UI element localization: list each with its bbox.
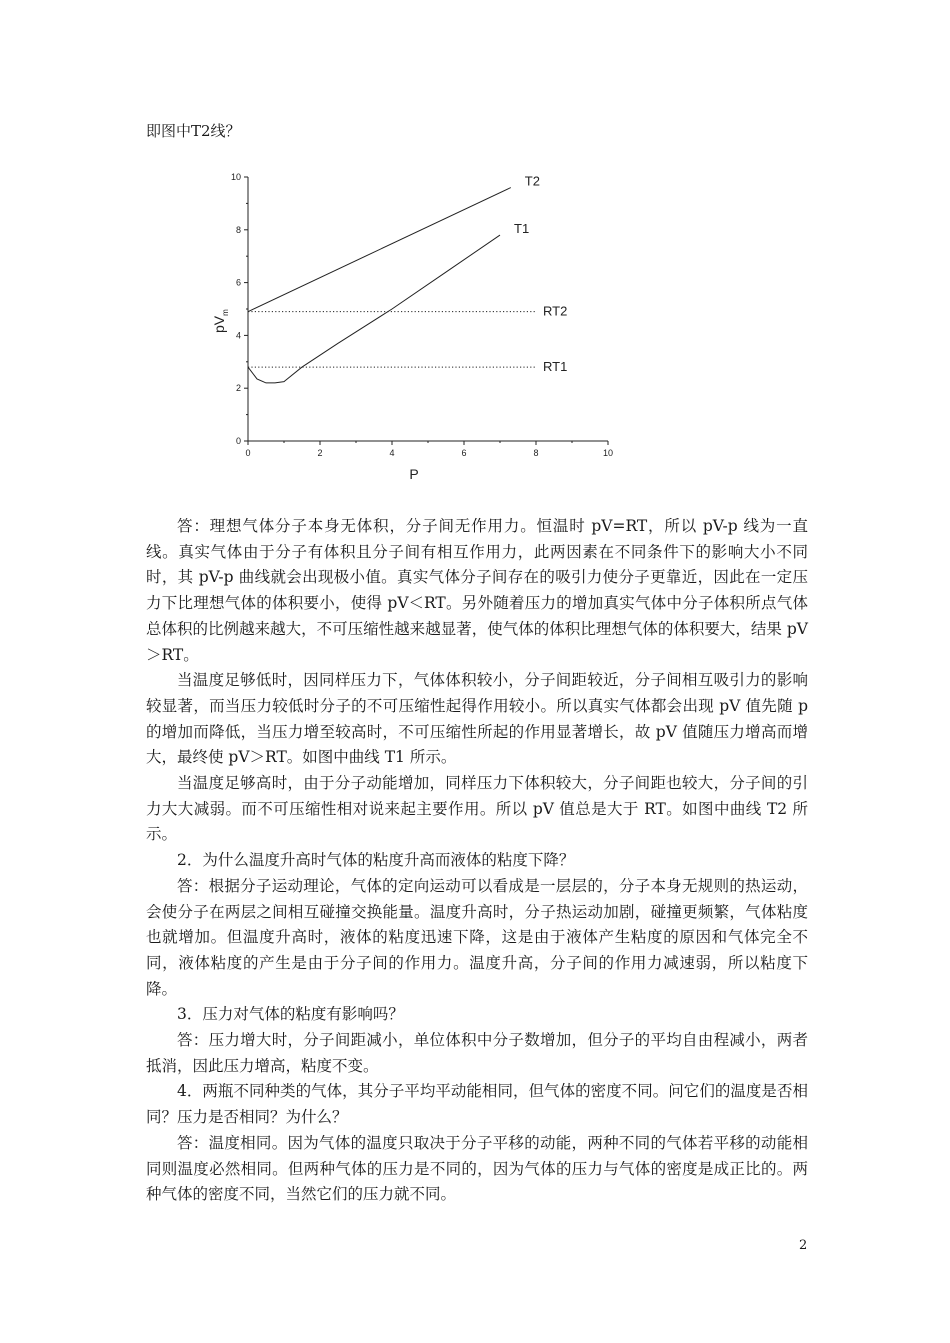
y-tick-label: 4 [235, 330, 241, 341]
page-number: 2 [799, 1238, 808, 1253]
y-tick-label: 10 [230, 172, 241, 182]
body-text [146, 514, 808, 1208]
y-axis-label: $pV_m$ [211, 309, 230, 333]
paragraph-high-temperature: 当温度足够高时，由于分子动能增加，同样压力下体积较大，分子间距也较大，分子间的引力大大减弱。而不可压缩性相对说来起主要作用。所以 pV 值总是大于 RT。如图中曲线 T2 所示。 [146, 774, 808, 844]
series-line-t2 [248, 188, 511, 312]
x-tick-label: 4 [389, 448, 395, 458]
y-tick-label: 2 [235, 383, 241, 394]
x-tick-label: 6 [461, 448, 467, 458]
intro-line: 即图中T2线？ [146, 122, 241, 140]
question-2: 2．为什么温度升高时气体的粘度升高而液体的粘度下降？ [177, 851, 575, 870]
x-tick-label: 0 [245, 448, 251, 458]
y-tick-label: 0 [235, 436, 241, 446]
y-tick-label: 8 [235, 224, 241, 235]
series-line-t1 [248, 235, 500, 383]
chart-labels [514, 174, 567, 375]
series-label-rt2: RT2 [543, 303, 568, 319]
series-label-rt1: RT1 [543, 359, 568, 375]
x-tick-label: 2 [317, 448, 323, 458]
question-3: 3．压力对气体的粘度有影响吗？ [177, 1005, 404, 1024]
y-tick-label: 6 [235, 277, 241, 288]
series-label-t2: T2 [524, 173, 540, 189]
paragraph-low-temperature: 当温度足够低时，因同样压力下，气体体积较小，分子间距较近，分子间相互吸引力的影响较显著，而当压力较低时分子的不可压缩性起得作用较小。所以真实气体都会出现 pV 值先随 p 的增加而降低，当压力增至较高时，不可压缩性所起的作用显著增长，故 pV 值随压力增高而增大，最终使 pV＞RT。如图中曲线 T1 所示。 [146, 671, 808, 767]
answer-4: 答：温度相同。因为气体的温度只取决于分子平移的动能，两种不同的气体若平移的动能相同则温度必然相同。但两种气体的压力是不同的，因为气体的压力与气体的密度是成正比的。两种气体的密度不同，当然它们的压力就不同。 [146, 1133, 808, 1204]
x-tick-label: 8 [533, 448, 539, 458]
question-4: 4．两瓶不同种类的气体，其分子平均平动能相同，但气体的密度不同。问它们的温度是否相同？压力是否相同？为什么？ [146, 1082, 808, 1127]
chart-axes [211, 172, 613, 482]
x-tick-label: 10 [602, 448, 614, 458]
x-axis-label: P [409, 466, 419, 482]
series-label-t1: T1 [514, 221, 530, 237]
paragraph-answer-1: 答：理想气体分子本身无体积，分子间无作用力。恒温时 pV=RT，所以 pV-p 线为一直线。真实气体由于分子有体积且分子间有相互作用力，此两因素在不同条件下的影响大小不同时，其 pV-p 曲线就会出现极小值。真实气体分子间存在的吸引力使分子更靠近，因此在一定压力下比理想气体的体积要小，使得 pV＜RT。另外随着压力的增加真实气体中分子体积所点气体总体积的比例越来越大，不可压缩性越来越显著，使气体的体积比理想气体的体积要大，结果 pV＞RT。 [146, 517, 808, 664]
answer-2: 答：根据分子运动理论，气体的定向运动可以看成是一层层的，分子本身无规则的热运动，会使分子在两层之间相互碰撞交换能量。温度升高时，分子热运动加剧，碰撞更频繁，气体粘度也就增加。但温度升高时，液体的粘度迅速下降，这是由于液体产生粘度的原因和气体完全不同，液体粘度的产生是由于分子间的作用力。温度升高，分子间的作用力减速弱，所以粘度下降。 [146, 876, 808, 998]
answer-3: 答：压力增大时，分子间距减小，单位体积中分子数增加，但分子的平均自由程减小，两者抵消，因此压力增高，粘度不变。 [146, 1031, 808, 1075]
pv-p-chart [190, 160, 630, 490]
chart-series [248, 188, 536, 383]
